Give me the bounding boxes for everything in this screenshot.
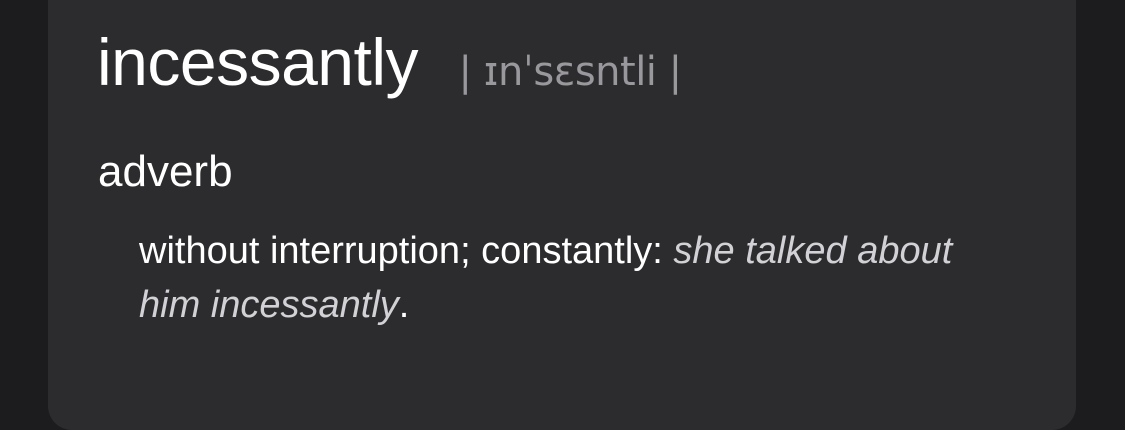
definition-block bbox=[139, 224, 1019, 332]
definition-period: . bbox=[398, 284, 410, 326]
headword: incessantly bbox=[97, 25, 418, 99]
part-of-speech: adverb bbox=[98, 147, 233, 196]
pronunciation: | ɪnˈsɛsntli | bbox=[458, 49, 682, 95]
entry-header bbox=[97, 22, 682, 112]
example-sentence: she talked about him incessantly bbox=[139, 230, 953, 326]
definition-text: without interruption; constantly: bbox=[139, 230, 674, 272]
